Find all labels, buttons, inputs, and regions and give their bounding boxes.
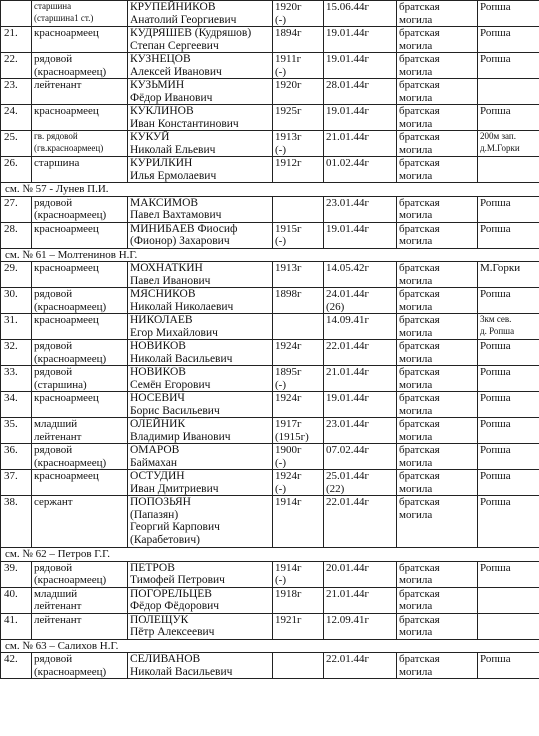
record-burial-place: 3км сев. д. Ропша [478,314,539,340]
record-death-date: 23.01.44г [324,196,397,222]
table-row [1,1,539,27]
table-row [1,340,539,366]
record-burial-type: братская могила [397,288,478,314]
record-birth-year [273,196,324,222]
record-burial-place: Ропша [478,27,539,53]
table-row [1,105,539,131]
record-burial-type: братская могила [397,496,478,548]
record-rank: лейтенант [32,79,128,105]
record-birth-year: 1915г (-) [273,222,324,248]
record-burial-type: братская могила [397,196,478,222]
record-death-date: 23.01.44г [324,418,397,444]
record-name: КУДРЯШЕВ (Кудряшов) Степан Сергеевич [128,27,273,53]
record-death-date: 21.01.44г [324,587,397,613]
table-row [1,288,539,314]
record-burial-place: Ропша [478,653,539,679]
record-birth-year: 1921г [273,613,324,639]
record-name: МИНИБАЕВ Фиосиф (Фионор) Захарович [128,222,273,248]
record-birth-year: 1924г [273,340,324,366]
record-rank: лейтенант [32,613,128,639]
record-burial-type: братская могила [397,131,478,157]
record-number: 26. [1,157,32,183]
record-rank: гв. рядовой (гв.красноармеец) [32,131,128,157]
record-number: 42. [1,653,32,679]
record-burial-type: братская могила [397,53,478,79]
record-rank: красноармеец [32,222,128,248]
record-burial-place: Ропша [478,496,539,548]
record-number: 33. [1,366,32,392]
record-birth-year: 1918г [273,587,324,613]
record-rank: рядовой (красноармеец) [32,444,128,470]
record-rank: красноармеец [32,392,128,418]
record-number: 29. [1,262,32,288]
record-number: 34. [1,392,32,418]
record-burial-type: братская могила [397,79,478,105]
record-burial-place: Ропша [478,340,539,366]
record-burial-type: братская могила [397,587,478,613]
record-burial-type: братская могила [397,157,478,183]
record-name: НОВИКОВ Николай Васильевич [128,340,273,366]
record-rank: рядовой (красноармеец) [32,196,128,222]
record-death-date: 21.01.44г [324,366,397,392]
records-group-57 [1,196,539,248]
record-number: 37. [1,470,32,496]
record-birth-year: 1900г (-) [273,444,324,470]
table-row [1,561,539,587]
record-burial-type: братская могила [397,222,478,248]
record-rank: красноармеец [32,262,128,288]
record-name: НОСЕВИЧ Борис Васильевич [128,392,273,418]
record-name: ПОПОЗЬЯН (Папазян) Георгий Карпович (Карабетович) [128,496,273,548]
record-birth-year: 1914г (-) [273,561,324,587]
table-row [1,314,539,340]
record-birth-year: 1917г (1915г) [273,418,324,444]
record-number: 27. [1,196,32,222]
record-burial-place: 200м зап. д.М.Горки [478,131,539,157]
record-death-date: 14.05.42г [324,262,397,288]
record-birth-year: 1925г [273,105,324,131]
record-name: МАКСИМОВ Павел Вахтамович [128,196,273,222]
record-burial-place: Ропша [478,53,539,79]
section-header-63: см. № 63 – Салихов Н.Г. [1,639,539,653]
record-birth-year: 1924г (-) [273,470,324,496]
record-burial-type: братская могила [397,105,478,131]
record-burial-place: Ропша [478,366,539,392]
record-number: 38. [1,496,32,548]
section-62 [1,548,539,562]
records-group-61 [1,262,539,548]
record-rank: рядовой (красноармеец) [32,53,128,79]
record-number: 22. [1,53,32,79]
record-name: СЕЛИВАНОВ Николай Васильевич [128,653,273,679]
table-row [1,496,539,548]
section-63 [1,639,539,653]
section-header-62: см. № 62 – Петров Г.Г. [1,548,539,562]
record-death-date: 15.06.44г [324,1,397,27]
record-rank: сержант [32,496,128,548]
record-rank: младший лейтенант [32,587,128,613]
record-number: 25. [1,131,32,157]
record-name: КУКЛИНОВ Иван Константинович [128,105,273,131]
record-burial-place [478,79,539,105]
record-burial-type: братская могила [397,1,478,27]
record-name: ОСТУДИН Иван Дмитриевич [128,470,273,496]
record-burial-type: братская могила [397,444,478,470]
record-birth-year: 1894г [273,27,324,53]
record-death-date: 24.01.44г (26) [324,288,397,314]
record-birth-year: 1911г (-) [273,53,324,79]
record-number: 21. [1,27,32,53]
record-number: 30. [1,288,32,314]
record-name: НОВИКОВ Семён Егорович [128,366,273,392]
record-number: 31. [1,314,32,340]
record-birth-year: 1898г [273,288,324,314]
section-header-61: см. № 61 – Молтенинов Н.Г. [1,248,539,262]
record-birth-year: 1924г [273,392,324,418]
record-number: 41. [1,613,32,639]
record-birth-year [273,653,324,679]
record-death-date: 21.01.44г [324,131,397,157]
table-row [1,587,539,613]
record-burial-type: братская могила [397,561,478,587]
record-death-date: 22.01.44г [324,496,397,548]
section-header-57: см. № 57 - Лунев П.И. [1,183,539,197]
records-group-top [1,1,539,183]
table-row [1,222,539,248]
table-row [1,27,539,53]
record-rank: рядовой (красноармеец) [32,340,128,366]
record-rank: рядовой (красноармеец) [32,288,128,314]
record-burial-place: Ропша [478,561,539,587]
record-burial-place: Ропша [478,418,539,444]
record-rank: рядовой (старшина) [32,366,128,392]
table-row [1,262,539,288]
record-name: КРУПЕЙНИКОВ Анатолий Георгиевич [128,1,273,27]
record-rank: красноармеец [32,27,128,53]
record-name: ПОЛЕЩУК Пётр Алексеевич [128,613,273,639]
record-number [1,1,32,27]
record-name: КУКУЙ Николай Ельевич [128,131,273,157]
record-number: 32. [1,340,32,366]
record-burial-place: Ропша [478,1,539,27]
record-rank: рядовой (красноармеец) [32,653,128,679]
record-rank: младший лейтенант [32,418,128,444]
record-death-date: 22.01.44г [324,653,397,679]
record-birth-year [273,314,324,340]
record-burial-place [478,613,539,639]
table-row [1,79,539,105]
record-burial-place [478,157,539,183]
record-number: 35. [1,418,32,444]
record-burial-place: Ропша [478,196,539,222]
record-burial-type: братская могила [397,366,478,392]
record-burial-type: братская могила [397,613,478,639]
record-rank: красноармеец [32,105,128,131]
record-death-date: 19.01.44г [324,27,397,53]
table-row [1,444,539,470]
record-rank: рядовой (красноармеец) [32,561,128,587]
record-rank: красноармеец [32,470,128,496]
record-birth-year: 1920г (-) [273,1,324,27]
record-burial-type: братская могила [397,653,478,679]
table-row [1,131,539,157]
record-burial-place: Ропша [478,470,539,496]
record-death-date: 19.01.44г [324,392,397,418]
record-name: КУЗНЕЦОВ Алексей Иванович [128,53,273,79]
record-burial-type: братская могила [397,340,478,366]
record-death-date: 01.02.44г [324,157,397,183]
section-57 [1,183,539,197]
table-row [1,196,539,222]
record-death-date: 22.01.44г [324,340,397,366]
record-burial-place: Ропша [478,105,539,131]
records-group-62 [1,561,539,639]
record-birth-year: 1914г [273,496,324,548]
record-name: ПОГОРЕЛЬЦЕВ Фёдор Фёдорович [128,587,273,613]
record-burial-type: братская могила [397,27,478,53]
record-death-date: 07.02.44г [324,444,397,470]
record-birth-year: 1913г (-) [273,131,324,157]
table-row [1,392,539,418]
record-birth-year: 1912г [273,157,324,183]
record-burial-place: Ропша [478,444,539,470]
record-birth-year: 1920г [273,79,324,105]
record-birth-year: 1895г (-) [273,366,324,392]
record-number: 39. [1,561,32,587]
table-row [1,470,539,496]
record-burial-place [478,587,539,613]
record-burial-place: Ропша [478,288,539,314]
record-burial-place: М.Горки [478,262,539,288]
record-burial-type: братская могила [397,262,478,288]
record-name: ОМАРОВ Баймахан [128,444,273,470]
record-death-date: 19.01.44г [324,53,397,79]
record-rank: старшина (старшина1 ст.) [32,1,128,27]
table-row [1,653,539,679]
record-name: КУЗЬМИН Фёдор Иванович [128,79,273,105]
record-rank: красноармеец [32,314,128,340]
record-number: 40. [1,587,32,613]
record-number: 36. [1,444,32,470]
record-rank: старшина [32,157,128,183]
record-death-date: 20.01.44г [324,561,397,587]
record-burial-type: братская могила [397,470,478,496]
table-row [1,53,539,79]
record-number: 23. [1,79,32,105]
record-birth-year: 1913г [273,262,324,288]
record-burial-type: братская могила [397,314,478,340]
record-burial-place: Ропша [478,222,539,248]
record-name: КУРИЛКИН Илья Ермолаевич [128,157,273,183]
record-death-date: 19.01.44г [324,105,397,131]
record-death-date: 12.09.41г [324,613,397,639]
record-death-date: 14.09.41г [324,314,397,340]
table-row [1,418,539,444]
record-death-date: 25.01.44г (22) [324,470,397,496]
record-death-date: 28.01.44г [324,79,397,105]
table-row [1,613,539,639]
record-name: ОЛЕЙНИК Владимир Иванович [128,418,273,444]
record-name: МЯСНИКОВ Николай Николаевич [128,288,273,314]
record-death-date: 19.01.44г [324,222,397,248]
section-61 [1,248,539,262]
record-name: МОХНАТКИН Павел Иванович [128,262,273,288]
record-name: ПЕТРОВ Тимофей Петрович [128,561,273,587]
record-number: 24. [1,105,32,131]
record-burial-type: братская могила [397,418,478,444]
record-number: 28. [1,222,32,248]
record-name: НИКОЛАЕВ Егор Михайлович [128,314,273,340]
table-row [1,157,539,183]
record-burial-type: братская могила [397,392,478,418]
records-group-63 [1,653,539,679]
record-burial-place: Ропша [478,392,539,418]
table-row [1,366,539,392]
